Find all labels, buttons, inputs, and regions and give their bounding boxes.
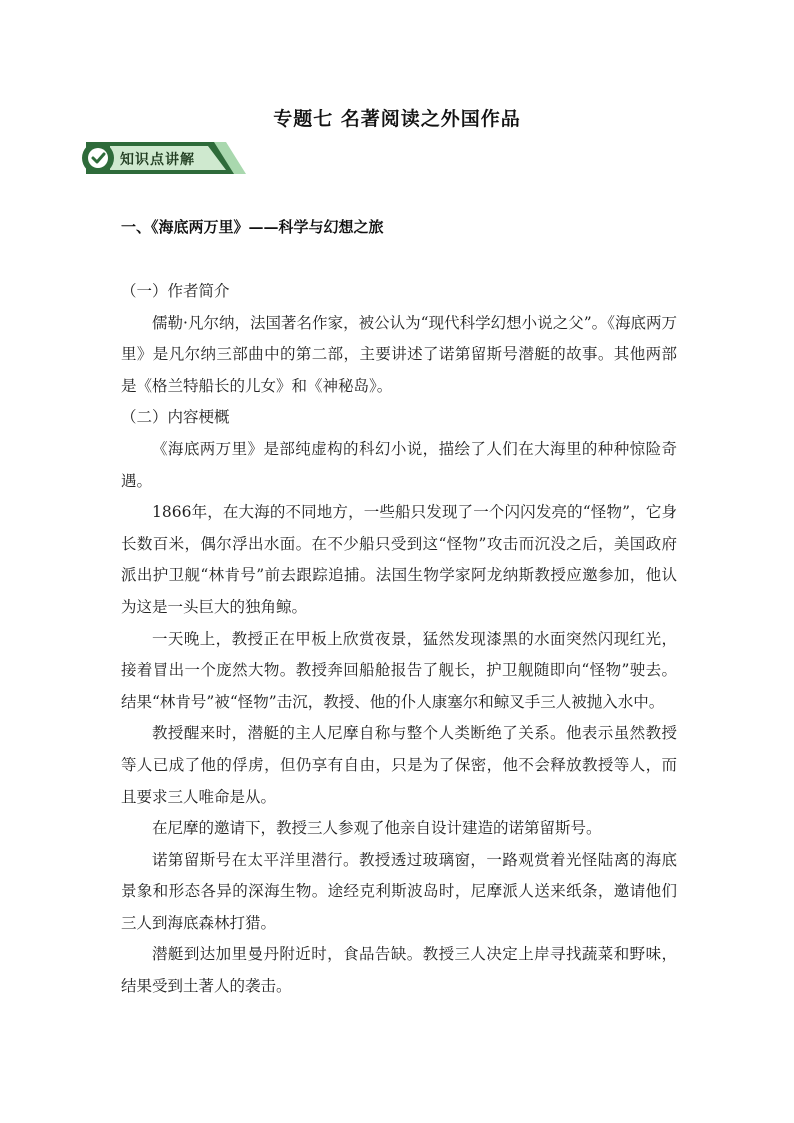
paragraph: 儒勒·凡尔纳，法国著名作家，被公认为“现代科学幻想小说之父”。《海底两万里》是凡尔纳三部曲中的第二部，主要讲述了诺第留斯号潜艇的故事。其他两部是《格兰特船长的儿女》和《神秘岛》。 bbox=[121, 313, 677, 395]
paragraph: 诺第留斯号在太平洋里潜行。教授透过玻璃窗，一路观赏着光怪陆离的海底景象和形态各异的深海生物。途经克利斯波岛时，尼摩派人送来纸条，邀请他们三人到海底森林打猎。 bbox=[121, 850, 677, 932]
paragraph: 《海底两万里》是部纯虚构的科幻小说，描绘了人们在大海里的种种惊险奇遇。 bbox=[121, 439, 677, 490]
paragraph: 教授醒来时，潜艇的主人尼摩自称与整个人类断绝了关系。他表示虽然教授等人已成了他的俘虏，但仍享有自由，只是为了保密，他不会释放教授等人，而且要求三人唯命是从。 bbox=[121, 724, 677, 806]
section-heading: 一、《海底两万里》——科学与幻想之旅 bbox=[121, 218, 384, 236]
subheading-author: （一）作者简介 bbox=[121, 282, 230, 300]
section-banner bbox=[80, 140, 250, 176]
page-title: 专题七 名著阅读之外国作品 bbox=[273, 108, 521, 130]
paragraph: 潜艇到达加里曼丹附近时，食品告缺。教授三人决定上岸寻找蔬菜和野味，结果受到土著人的袭击。 bbox=[121, 945, 677, 996]
paragraph: 一天晚上，教授正在甲板上欣赏夜景，猛然发现漆黑的水面突然闪现红光，接着冒出一个庞然大物。教授奔回船舱报告了舰长，护卫舰随即向“怪物”驶去。结果“林肯号”被“怪物”击沉，教授、他的仆人康塞尔和鲸叉手三人被抛入水中。 bbox=[121, 629, 677, 711]
subheading-summary: （二）内容梗概 bbox=[121, 408, 230, 427]
banner-label: 知识点讲解 bbox=[120, 152, 195, 168]
document-body bbox=[121, 276, 677, 1003]
paragraph: 1866年，在大海的不同地方，一些船只发现了一个闪闪发亮的“怪物”，它身长数百米，偶尔浮出水面。在不少船只受到这“怪物”攻击而沉没之后，美国政府派出护卫舰“林肯号”前去跟踪追捕。法国生物学家阿龙纳斯教授应邀参加，他认为这是一头巨大的独角鲸。 bbox=[121, 503, 677, 616]
check-circle-icon bbox=[88, 148, 108, 168]
paragraph: 在尼摩的邀请下，教授三人参观了他亲自设计建造的诺第留斯号。 bbox=[152, 819, 602, 838]
